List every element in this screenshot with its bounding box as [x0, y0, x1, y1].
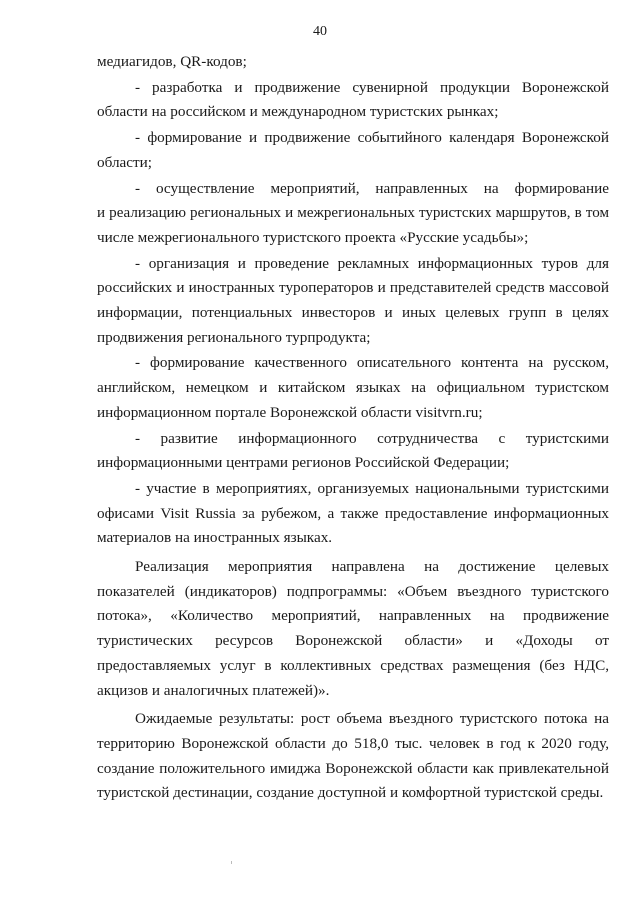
text-line: информационными центрами регионов Российской Федерации;	[97, 454, 510, 472]
text-line: информационном портале Воронежской области visitvrn.ru;	[97, 403, 483, 421]
text-line: российских и иностранных туроператоров и представителей средств массовой	[97, 279, 609, 297]
text-line: - формирование и продвижение событийного календаря Воронежской	[135, 129, 609, 147]
text-line: числе межрегионального туристского проекта «Русские усадьбы»;	[97, 228, 529, 246]
text-line: создание положительного имиджа Воронежской области как привлекательной	[97, 759, 609, 777]
text-line: английском, немецком и китайском языках на официальном туристском	[97, 379, 609, 397]
text-line: и реализацию региональных и межрегиональных туристских маршрутов, в том	[97, 205, 609, 222]
text-line: туристических ресурсов Воронежской области» и «Доходы от	[97, 632, 609, 650]
text-line: медиагидов, QR-кодов;	[97, 53, 247, 70]
paragraph-visit-russia	[97, 477, 609, 551]
text-line: показателей (индикаторов) подпрограммы: «Объем въездного туристского	[97, 582, 609, 600]
text-line: акцизов и аналогичных платежей)».	[97, 681, 330, 699]
page-number: 40	[313, 24, 327, 39]
body-text	[97, 50, 609, 806]
paragraph-content-languages	[97, 351, 609, 425]
text-line: материалов на иностранных языках.	[97, 529, 333, 547]
text-line: - осуществление мероприятий, направленных на формирование	[135, 179, 609, 197]
paragraph-continuation	[97, 50, 609, 75]
paragraph-info-tours	[97, 252, 609, 351]
text-line: - организация и проведение рекламных информационных туров для	[135, 254, 609, 272]
text-line: области;	[97, 153, 152, 171]
text-line: предоставляемых услуг в коллективных средствах размещения (без НДС,	[97, 656, 609, 674]
paragraph-event-calendar	[97, 126, 609, 175]
paragraph-info-cooperation	[97, 427, 609, 476]
paragraph-target-indicators	[97, 555, 609, 703]
text-line: территорию Воронежской области до 518,0 тыс. человек в год к 2020 году,	[97, 734, 609, 752]
text-line: области на российском и международном туристских рынках;	[97, 103, 499, 121]
text-line: офисами Visit Russia за рубежом, а также предоставление информационных	[97, 504, 609, 522]
text-line: - разработка и продвижение сувенирной продукции Воронежской	[135, 78, 609, 96]
paragraph-tourist-routes	[97, 177, 609, 251]
text-line: туристской дестинации, создание доступной и комфортной туристской среды.	[97, 784, 604, 802]
text-line: Реализация мероприятия направлена на достижение целевых	[135, 558, 609, 576]
text-line: потока», «Количество мероприятий, направленных на продвижение	[97, 607, 609, 625]
text-line: - участие в мероприятиях, организуемых национальными туристскими	[135, 479, 609, 497]
paragraph-expected-results	[97, 707, 609, 806]
text-line: - развитие информационного сотрудничества с туристскими	[135, 429, 609, 447]
text-line: - формирование качественного описательного контента на русском,	[135, 354, 609, 372]
scan-speck	[231, 861, 232, 864]
paragraph-souvenir-production	[97, 76, 609, 125]
text-line: продвижения регионального турпродукта;	[97, 328, 371, 346]
text-line: информации, потенциальных инвесторов и иных целевых групп в целях	[97, 304, 609, 322]
text-line: Ожидаемые результаты: рост объема въездного туристского потока на	[135, 710, 609, 728]
